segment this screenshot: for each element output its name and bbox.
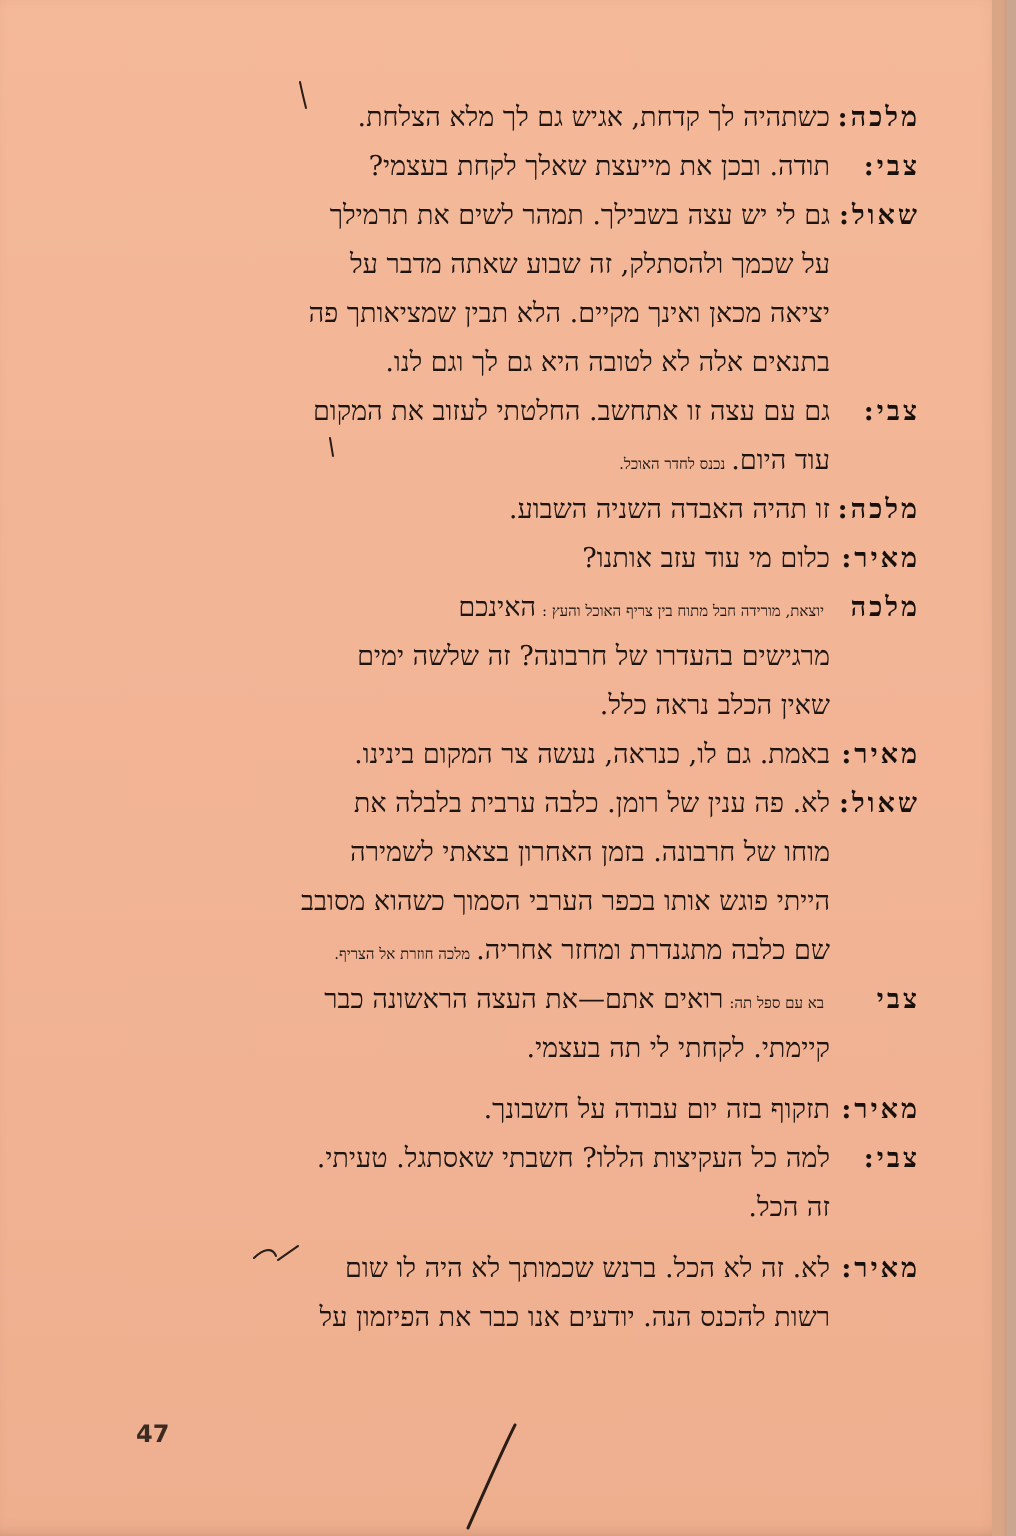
speaker-name: מאיר: (841, 1094, 920, 1125)
dialogue-entry (130, 485, 920, 534)
dialogue-entry (130, 730, 920, 779)
dialogue-line (130, 1244, 920, 1293)
continuation-line: קיימתי. לקחתי לי תה בעצמי. (526, 1033, 830, 1064)
speaker-name: צבי (876, 984, 920, 1015)
speaker-name: צבי: (863, 396, 920, 427)
dialogue-entry (130, 975, 920, 1073)
continuation-line: שאין הכלב נראה כלל. (599, 690, 830, 721)
continuation-line: מרגישים בהעדרו של חרבונה? זה שלשה ימים (357, 641, 830, 672)
continuation-line: הייתי פוגש אותו בכפר הערבי הסמוך כשהוא מסובב (301, 886, 830, 917)
line-text: למה כל העקיצות הללו? חשבתי שאסתגל. טעיתי. (316, 1143, 830, 1174)
continuation-line: על שכמך ולהסתלק, זה שבוע שאתה מדבר על (350, 249, 830, 280)
pen-stroke (468, 1425, 515, 1528)
speaker-name: מאיר: (841, 543, 920, 574)
line-text: באמת. גם לו, כנראה, נעשה צר המקום בינינו. (354, 739, 830, 770)
play-text (130, 93, 920, 1342)
line-text: האינכם (458, 592, 536, 623)
continuation-line (130, 436, 920, 485)
dialogue-entry (130, 387, 920, 485)
speaker-name: שאול: (839, 200, 920, 231)
speaker-name: מאיר: (841, 739, 920, 770)
line-text: תודה. ובכן את מייעצת שאלך לקחת בעצמי? (368, 151, 830, 182)
speaker-name: מלכה: (837, 102, 920, 133)
stage-direction: יוצאת, מורידה חבל מתוח בין צריף האוכל והעץ : (542, 602, 824, 620)
dialogue-line (130, 583, 920, 632)
dialogue-line (130, 142, 920, 191)
line-text: לא. זה לא הכל. ברנש שכמותך לא היה לו שום (345, 1253, 830, 1284)
stage-direction: מלכה חוזרת אל הצריף. (334, 945, 471, 963)
dialogue-line (130, 387, 920, 436)
line-text: זו תהיה האבדה השניה השבוע. (508, 494, 830, 525)
page-number: 47 (136, 1420, 170, 1448)
dialogue-entry (130, 142, 920, 191)
continuation-line: יציאה מכאן ואינך מקיים. הלא תבין שמציאותך פה (308, 298, 830, 329)
dialogue-line (130, 93, 920, 142)
dialogue-entry (130, 1134, 920, 1232)
continuation-line: בתנאים אלה לא לטובה היא גם לך וגם לנו. (385, 347, 830, 378)
dialogue-entry (130, 583, 920, 730)
dialogue-line (130, 975, 920, 1024)
dialogue-line (130, 191, 920, 240)
line-text: גם לי יש עצה בשבילך. תמהר לשים את תרמילך (329, 200, 830, 231)
dialogue-entry (130, 1244, 920, 1342)
continuation-line: זה הכל. (748, 1192, 830, 1223)
speaker-name: צבי: (863, 1143, 920, 1174)
dialogue-entry (130, 534, 920, 583)
line-text: גם עם עצה זו אתחשב. החלטתי לעזוב את המקום (312, 396, 830, 427)
speaker-name: מלכה: (837, 494, 920, 525)
dialogue-entry (130, 1085, 920, 1134)
dialogue-line (130, 1134, 920, 1183)
stage-direction: בא עם ספל תה: (729, 994, 824, 1012)
line-text: רואים אתם—את העצה הראשונה כבר (324, 984, 724, 1015)
dialogue-line (130, 534, 920, 583)
page-edge (992, 0, 1004, 1536)
dialogue-entry (130, 779, 920, 975)
continuation-line: מוחו של חרבונה. בזמן האחרון בצאתי לשמירה (350, 837, 830, 868)
line-text: עוד היום. (731, 445, 830, 476)
dialogue-line (130, 779, 920, 828)
stage-direction: נכנס לחדר האוכל. (619, 455, 726, 473)
line-text: שם כלבה מתגנדרת ומחזר אחריה. (476, 935, 830, 966)
line-text: כשתהיה לך קדחת, אגיש גם לך מלא הצלחת. (357, 102, 830, 133)
dialogue-entry (130, 93, 920, 142)
spacer (130, 1073, 920, 1085)
speaker-name: מאיר: (841, 1253, 920, 1284)
dialogue-line (130, 485, 920, 534)
dialogue-entry (130, 191, 920, 387)
continuation-line (130, 926, 920, 975)
continuation-line: רשות להכנס הנה. יודעים אנו כבר את הפיזמון על (319, 1302, 830, 1333)
dialogue-line (130, 730, 920, 779)
speaker-name: מלכה (850, 592, 920, 623)
line-text: תזקוף בזה יום עבודה על חשבונך. (483, 1094, 830, 1125)
dialogue-line (130, 1085, 920, 1134)
speaker-name: שאול: (839, 788, 920, 819)
spacer (130, 1232, 920, 1244)
line-text: לא. פה ענין של רומן. כלבה ערבית בלבלה את (353, 788, 830, 819)
line-text: כלום מי עוד עזב אותנו? (582, 543, 830, 574)
speaker-name: צבי: (863, 151, 920, 182)
